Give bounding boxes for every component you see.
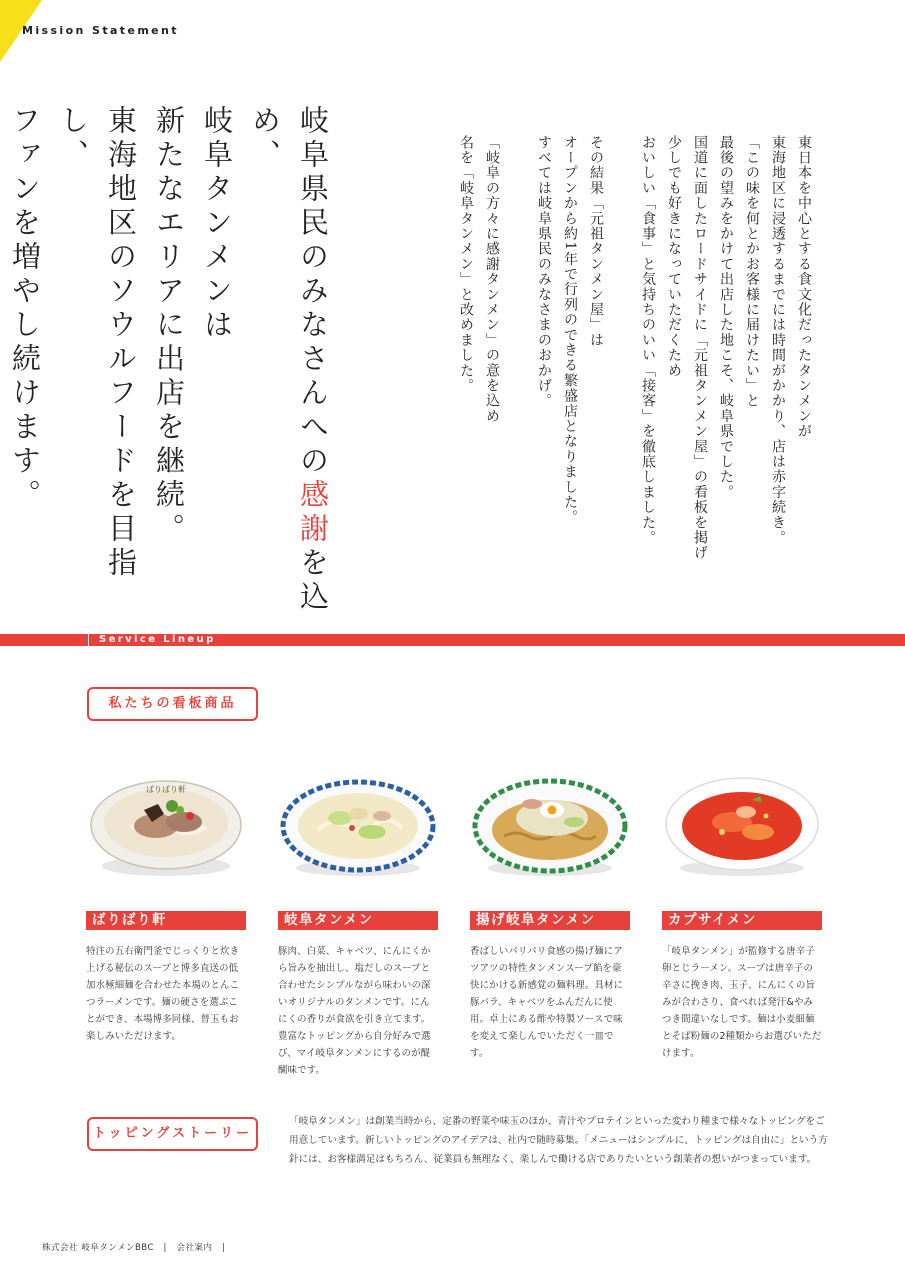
headline [1,105,337,625]
topping-heading: トッピングストーリー [87,1117,258,1151]
product-description: 「岐阜タンメン」が監修する唐辛子卵とじラーメン。スープは唐辛子の辛さに挽き肉、玉子、にんにくの旨みが合わさり、食べれば発汗&やみつき間違いなしです。麺は小麦細麺とそば粉麺の2種類からお選びいただけます。 [662,946,822,1059]
text-line: 最後の望みをかけて出店した地こそ、岐阜県でした。 [718,135,734,500]
topping-description: 「岐阜タンメン」は創業当時から、定番の野菜や味玉のほか、青汁やプロテインといった変わり種まで様々なトッピングをご用意しています。新しいトッピングのアイデアは、社内で随時募集。「メニューはシンプルに、トッピングは自由に」という方針には、お客様満足はもちろん、従業員も無理なく、楽しんで働ける店でありたいという創業者の想いがつまっています。 [289,1116,828,1165]
headline-line-2: 岐阜タンメンは [200,105,234,343]
section-label-mission: Mission Statement [22,24,179,37]
product-name: 揚げ岐阜タンメン [470,911,630,930]
product-description: 特注の五右衛門釜でじっくりと炊き上げる秘伝のスープと博多直送の低加水極細麺を合わせた本場のとんこつラーメンです。麺の硬さを選ぶことができ、本場博多同様、替玉もお楽しみいただけます。 [86,946,240,1042]
text-line: 東日本を中心とする食文化だったタンメンが [796,135,812,439]
footer-separator: | [215,1243,226,1253]
headline-line-5: ファンを増やし続けます。 [8,105,42,513]
capsaimen-bowl-image [662,770,822,880]
text-line: 「岐阜の方々に感謝タンメン」の意を込め [484,135,500,424]
product-card [278,770,438,1079]
footer-separator: | [157,1243,174,1253]
text-line: オープンから約1年で行列のできる繁盛店となりました。 [562,135,578,526]
product-card [86,770,246,1045]
product-name: ばりばり軒 [86,911,246,930]
product-name: 岐阜タンメン [278,911,438,930]
products-heading: 私たちの看板商品 [87,687,258,721]
text-line: おいしい「食事」と気持ちのいい「接客」を徹底しました。 [640,135,656,546]
ramen-bowl-image [86,770,246,880]
mission-paragraph [453,135,505,605]
product-description: 香ばしいパリパリ食感の揚げ麺にアツアツの特性タンメンスープ餡を豪快にかける新感覚の麺料理。具材に豚バラ、キャベツをふんだんに使用。卓上にある酢や特製ソースで味を変えて楽しんでいただく一皿です。 [470,946,624,1059]
text-line: 東海地区に浸透するまでには時間がかかり、店は赤字続き。 [770,135,786,546]
headline-line-3: 新たなエリアに出店を継続。 [152,105,186,547]
footer [42,1241,225,1253]
text-line: すべては岐阜県民のみなさまのおかげ。 [536,135,552,409]
text-line: 「この味を何とかお客様に届けたい」と [744,135,760,409]
footer-company: 株式会社 岐阜タンメンBBC [42,1243,154,1253]
text-line: その結果「元祖タンメン屋」は [588,135,604,348]
fried-tanmen-plate-image [470,770,630,880]
mission-paragraph [531,135,609,605]
headline-line-1: 岐阜県民のみなさんへの感謝を込め、 [248,105,330,615]
text-line: 少しでも好きになっていただくため [666,135,682,379]
text-line: 名を「岐阜タンメン」と改めました。 [458,135,474,394]
tanmen-bowl-image [278,770,438,880]
svg-text:ばりばり軒: ばりばり軒 [146,785,186,794]
mission-body [453,135,817,605]
footer-doc-title: 会社案内 [176,1243,213,1253]
mission-paragraph [635,135,817,605]
product-name: カプサイメン [662,911,822,930]
section-label-service: Service Lineup [88,634,216,646]
product-card [662,770,822,1062]
text-line: 国道に面したロードサイドに「元祖タンメン屋」の看板を掲げ [692,135,708,561]
headline-line-4: 東海地区のソウルフードを目指し、 [56,105,138,581]
product-description: 豚肉、白菜、キャベツ、にんにくから旨みを抽出し、塩だしのスープと合わせたシンプルながら味わいの深いオリジナルのタンメンです。にんにくの香りが食欲を引き立てます。豊富なトッピングから自分好みで選び、マイ岐阜タンメンにするのが醍醐味です。 [278,946,431,1076]
product-card [470,770,630,1062]
accent-word: 感謝 [296,479,330,547]
